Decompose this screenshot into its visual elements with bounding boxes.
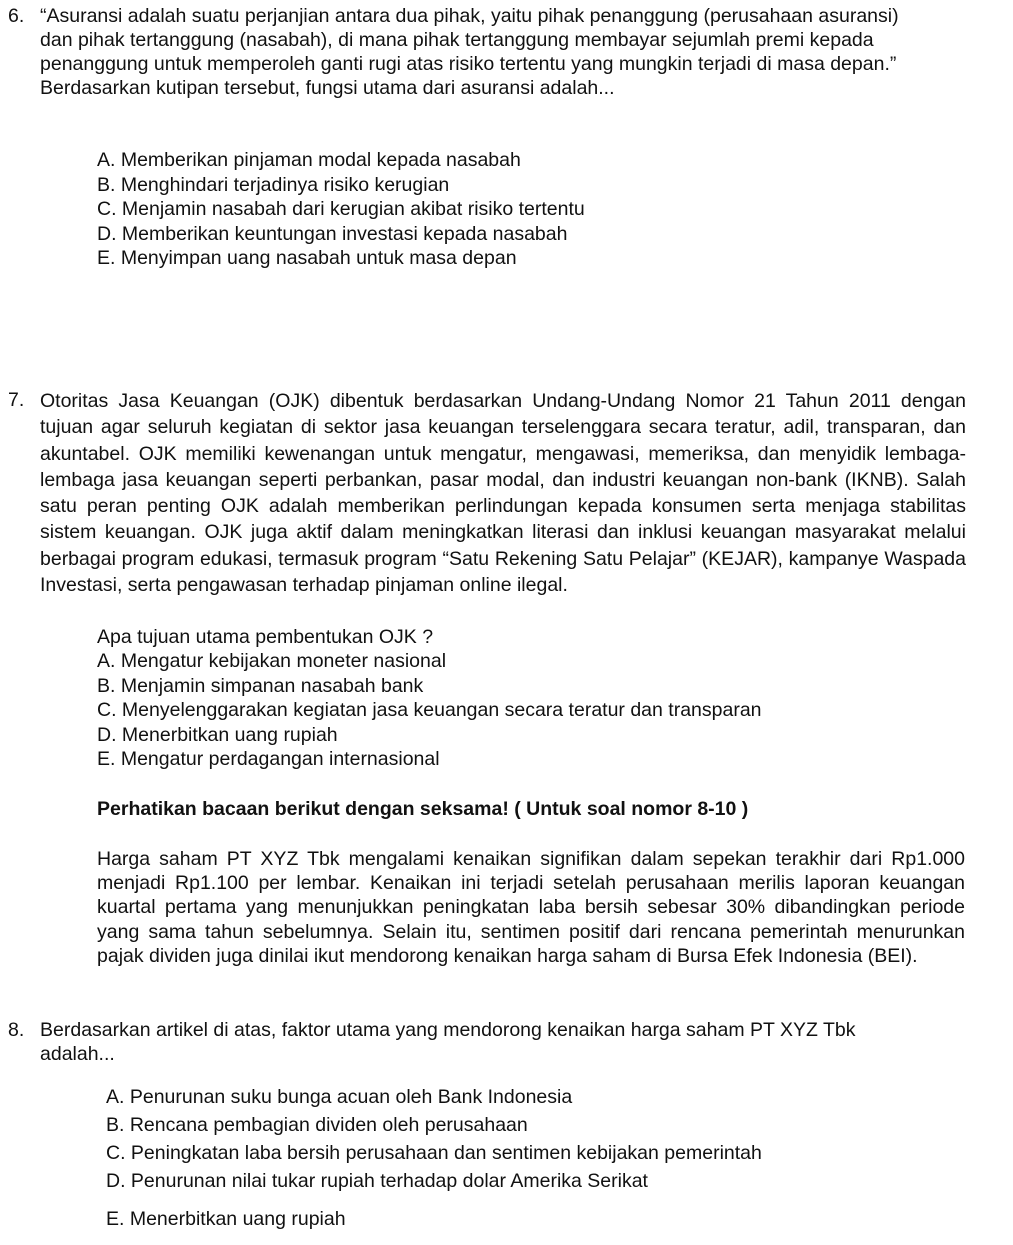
option-b[interactable]: B. Menjamin simpanan nasabah bank bbox=[97, 674, 424, 697]
option-c[interactable]: C. Menyelenggarakan kegiatan jasa keuangan secara teratur dan transparan bbox=[97, 699, 762, 721]
question-7-options bbox=[97, 649, 762, 772]
option-c[interactable]: C. Peningkatan laba bersih perusahaan dan sentimen kebijakan pemerintah bbox=[106, 1142, 762, 1164]
question-number: 7. bbox=[8, 389, 25, 411]
question-8-options bbox=[106, 1083, 762, 1233]
option-a[interactable]: A. Mengatur kebijakan moneter nasional bbox=[97, 650, 447, 672]
reading-instruction: Perhatikan bacaan berikut dengan seksama! ( Untuk soal nomor 8-10 ) bbox=[97, 798, 749, 820]
question-6-options bbox=[97, 148, 585, 271]
question-text: “Asuransi adalah suatu perjanjian antara dua pihak, yaitu pihak penanggung (perusahaan asuransi) dan pihak tertanggung (nasabah), di mana pihak tertanggung membayar sejumlah premi kepada penanggung untuk memperoleh ganti rugi atas risiko tertentu yang mungkin terjadi di masa depan.” Berdasarkan kutipan tersebut, fungsi utama dari asuransi adalah... bbox=[40, 5, 899, 99]
option-d[interactable]: D. Penurunan nilai tukar rupiah terhadap dolar Amerika Serikat bbox=[106, 1170, 648, 1192]
option-b[interactable]: B. Menghindari terjadinya risiko kerugian bbox=[97, 173, 450, 196]
question-text: Otoritas Jasa Keuangan (OJK) dibentuk berdasarkan Undang-Undang Nomor 21 Tahun 2011 dengan tujuan agar seluruh kegiatan di sektor jasa keuangan terselenggara secara teratur, adil, transparan, dan akuntabel. OJK memiliki kewenangan untuk mengatur, mengawasi, memeriksa, dan menyidik lembaga-lembaga jasa keuangan seperti perbankan, pasar modal, dan industri keuangan non-bank (IKNB). Salah satu peran penting OJK adalah memberikan perlindungan kepada konsumen serta menjaga stabilitas sistem keuangan. OJK juga aktif dalam meningkatkan literasi dan inklusi keuangan masyarakat melalui berbagai program edukasi, termasuk program “Satu Rekening Satu Pelajar” (KEJAR), kampanye Waspada Investasi, serta pengawasan terhadap pinjaman online ilegal. bbox=[40, 390, 966, 597]
option-b[interactable]: B. Rencana pembagian dividen oleh perusahaan bbox=[106, 1114, 528, 1136]
option-a[interactable]: A. Memberikan pinjaman modal kepada nasabah bbox=[97, 149, 521, 171]
option-e[interactable]: E. Menerbitkan uang rupiah bbox=[106, 1208, 346, 1230]
question-7-prompt: Apa tujuan utama pembentukan OJK ? bbox=[97, 626, 434, 648]
option-e[interactable]: E. Menyimpan uang nasabah untuk masa depan bbox=[97, 247, 517, 269]
question-number: 8. bbox=[8, 1019, 25, 1041]
option-d[interactable]: D. Menerbitkan uang rupiah bbox=[97, 723, 338, 746]
option-d[interactable]: D. Memberikan keuntungan investasi kepada nasabah bbox=[97, 222, 568, 245]
option-e[interactable]: E. Mengatur perdagangan internasional bbox=[97, 748, 440, 770]
question-number: 6. bbox=[8, 5, 25, 27]
reading-passage: Harga saham PT XYZ Tbk mengalami kenaikan signifikan dalam sepekan terakhir dari Rp1.000 menjadi Rp1.100 per lembar. Kenaikan ini terjadi setelah perusahaan merilis laporan keuangan kuartal pertama yang menunjukkan peningkatan laba bersih sebesar 30% dibandingkan periode yang sama tahun sebelumnya. Selain itu, sentimen positif dari rencana pemerintah menurunkan pajak dividen juga dinilai ikut mendorong kenaikan harga saham di Bursa Efek Indonesia (BEI). bbox=[97, 848, 965, 967]
option-c[interactable]: C. Menjamin nasabah dari kerugian akibat risiko tertentu bbox=[97, 198, 585, 220]
question-text: Berdasarkan artikel di atas, faktor utama yang mendorong kenaikan harga saham PT XYZ Tbk adalah... bbox=[40, 1019, 856, 1065]
option-a[interactable]: A. Penurunan suku bunga acuan oleh Bank Indonesia bbox=[106, 1086, 573, 1108]
